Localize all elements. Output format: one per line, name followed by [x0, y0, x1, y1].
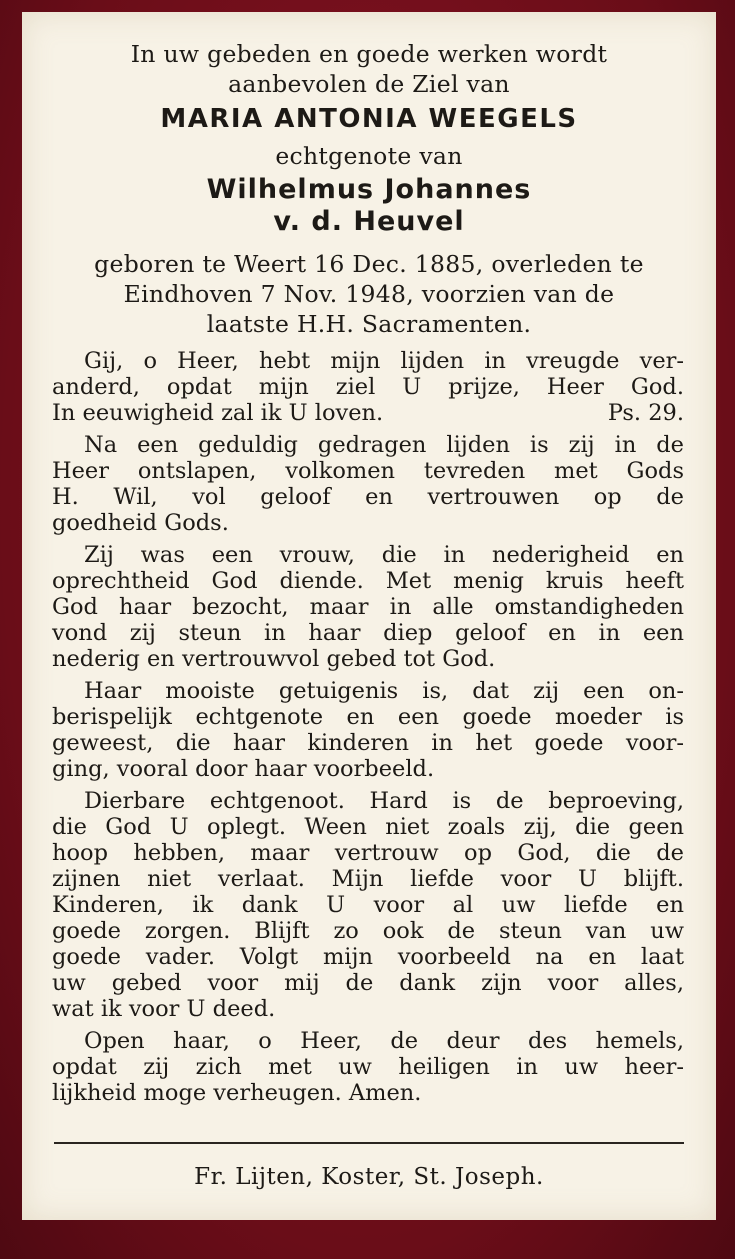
- intro-line-2: aanbevolen de Ziel van: [228, 70, 510, 98]
- para1-line-1: Na een geduldig gedragen lijden is zij in de: [84, 432, 684, 458]
- para4-line-2: die God U oplegt. Ween niet zoals zij, die geen: [52, 814, 684, 840]
- spouse-name-line-1: Wilhelmus Johannes: [206, 174, 532, 205]
- life-line-2: Eindhoven 7 Nov. 1948, voorzien van de: [123, 280, 615, 308]
- spouse-name-line-2: v. d. Heuvel: [273, 206, 465, 237]
- deceased-name: MARIA ANTONIA WEEGELS: [160, 104, 578, 134]
- life-line-1: geboren te Weert 16 Dec. 1885, overleden te: [94, 250, 644, 278]
- para3-line-4: ging, vooral door haar voorbeeld.: [52, 756, 435, 782]
- para3-line-2: berispelijk echtgenote en een goede moeder is: [52, 704, 684, 730]
- life-line-3: laatste H.H. Sacramenten.: [206, 310, 532, 338]
- intro-line-1: In uw gebeden en goede werken wordt: [130, 40, 608, 68]
- para4-line-3: hoop hebben, maar vertrouw op God, die de: [52, 840, 684, 866]
- psalm-reference: Ps. 29.: [607, 400, 684, 426]
- para2-line-1: Zij was een vrouw, die in nederigheid en: [84, 542, 684, 568]
- para4-line-9: wat ik voor U deed.: [52, 996, 276, 1022]
- para4-line-4: zijnen niet verlaat. Mijn liefde voor U blijft.: [52, 866, 684, 892]
- memorial-card: [22, 12, 716, 1220]
- para4-line-7: goede vader. Volgt mijn voorbeeld na en laat: [52, 944, 684, 970]
- para5-line-3: lijkheid moge verheugen. Amen.: [52, 1080, 422, 1106]
- para5-line-1: Open haar, o Heer, de deur des hemels,: [84, 1028, 684, 1054]
- para2-line-3: God haar bezocht, maar in alle omstandigheden: [52, 594, 684, 620]
- para1-line-3: H. Wil, vol geloof en vertrouwen op de: [52, 484, 684, 510]
- para5-line-2: opdat zij zich met uw heiligen in uw heer-: [52, 1054, 684, 1080]
- para4-line-1: Dierbare echtgenoot. Hard is de beproeving,: [84, 788, 684, 814]
- psalm-last-row: [52, 400, 684, 426]
- para1-line-4: goedheid Gods.: [52, 510, 229, 536]
- para1-line-2: Heer ontslapen, volkomen tevreden met Gods: [52, 458, 684, 484]
- para2-line-5: nederig en vertrouwvol gebed tot God.: [52, 646, 496, 672]
- relation-label: echtgenote van: [275, 142, 463, 170]
- para2-line-2: oprechtheid God diende. Met menig kruis heeft: [52, 568, 684, 594]
- divider-rule: [54, 1142, 684, 1144]
- para4-line-8: uw gebed voor mij de dank zijn voor alles,: [52, 970, 684, 996]
- para4-line-6: goede zorgen. Blijft zo ook de steun van uw: [52, 918, 684, 944]
- para2-line-4: vond zij steun in haar diep geloof en in een: [52, 620, 684, 646]
- psalm-line-1: Gij, o Heer, hebt mijn lijden in vreugde ver-: [84, 348, 684, 374]
- psalm-line-2: anderd, opdat mijn ziel U prijze, Heer God.: [52, 374, 684, 400]
- printer-credit: Fr. Lijten, Koster, St. Joseph.: [194, 1164, 544, 1190]
- psalm-line-3: In eeuwigheid zal ik U loven.: [52, 400, 384, 426]
- para4-line-5: Kinderen, ik dank U voor al uw liefde en: [52, 892, 684, 918]
- para3-line-3: geweest, die haar kinderen in het goede voor-: [52, 730, 684, 756]
- para3-line-1: Haar mooiste getuigenis is, dat zij een on-: [84, 678, 684, 704]
